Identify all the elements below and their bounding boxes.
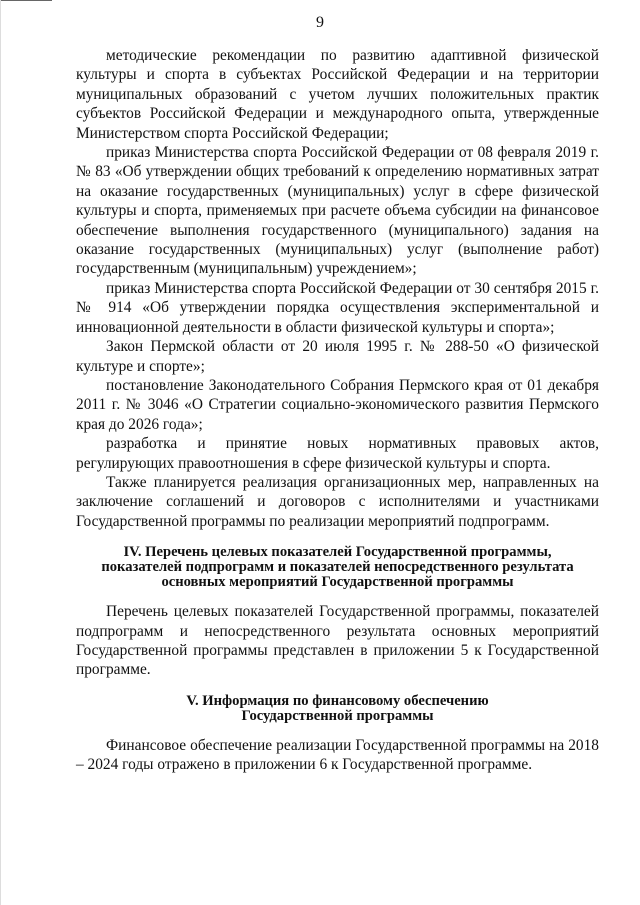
section-4-heading-line-2: показателей подпрограмм и показателей непосредственного результата — [101, 559, 574, 576]
paragraph-order-83: приказ Министерства спорта Российской Федерации от 08 февраля 2019 г. № 83 «Об утверждении общих требований к определению нормативных затрат на оказание государственных (муниципальных) услуг в сфере физической культуры и спорта, применяемых при расчете объема субсидии на финансовое обеспечение выполнения государственного (муниципального) задания на оказание государственных (муниципальных) услуг (выполнение работ) государственным (муниципальным) учреждением»; — [76, 144, 599, 278]
paragraph-strategy-resolution: постановление Законодательного Собрания Пермского края от 01 декабря 2011 г. № 3046 «О Стратегии социально-экономического развития Пермского края до 2026 года»; — [76, 376, 599, 433]
paragraph-perm-law: Закон Пермской области от 20 июля 1995 г. № 288-50 «О физической культуре и спорте»; — [76, 338, 599, 375]
section-4-heading-line-1: IV. Перечень целевых показателей Государственной программы, — [123, 544, 552, 561]
paragraph-order-914: приказ Министерства спорта Российской Федерации от 30 сентября 2015 г. № 914 «Об утверждении порядка осуществления экспериментальной и инновационной деятельности в области физической культуры и спорта»; — [76, 279, 599, 336]
section-5-text: Финансовое обеспечение реализации Государственной программы на 2018 – 2024 годы отражено в приложении 6 к Государственной программе. — [76, 736, 599, 774]
scan-top-line — [0, 0, 52, 1]
scan-left-edge — [0, 0, 1, 905]
section-5-heading-line-1: V. Информация по финансовому обеспечению — [186, 692, 489, 709]
section-4-heading — [76, 545, 599, 590]
page-number: 9 — [316, 14, 324, 31]
paragraph-methodical-recommendations: методические рекомендации по развитию адаптивной физической культуры и спорта в субъектах Российской Федерации и на территории муниципальных образований с учетом лучших положительных практик субъектов Российской Федерации и международного опыта, утвержденные Министерством спорта Российской Федерации; — [76, 47, 599, 142]
paragraph-organizational-measures: Также планируется реализация организационных мер, направленных на заключение соглашений и договоров с исполнителями и участниками Государственной программы по реализации мероприятий подпрограмм. — [76, 473, 599, 530]
document-body — [76, 46, 599, 775]
section-5-heading-line-2: Государственной программы — [241, 707, 434, 724]
section-4-text: Перечень целевых показателей Государственной программы, показателей подпрограмм и непосредственного результата основных мероприятий Государственной программы представлен в приложении 5 к Государственной программе. — [76, 603, 599, 679]
paragraph-new-acts: разработка и принятие новых нормативных правовых актов, регулирующих правоотношения в сфере физической культуры и спорта. — [76, 435, 599, 472]
section-4-heading-line-3: основных мероприятий Государственной программы — [161, 574, 514, 591]
section-5-heading — [76, 694, 599, 724]
